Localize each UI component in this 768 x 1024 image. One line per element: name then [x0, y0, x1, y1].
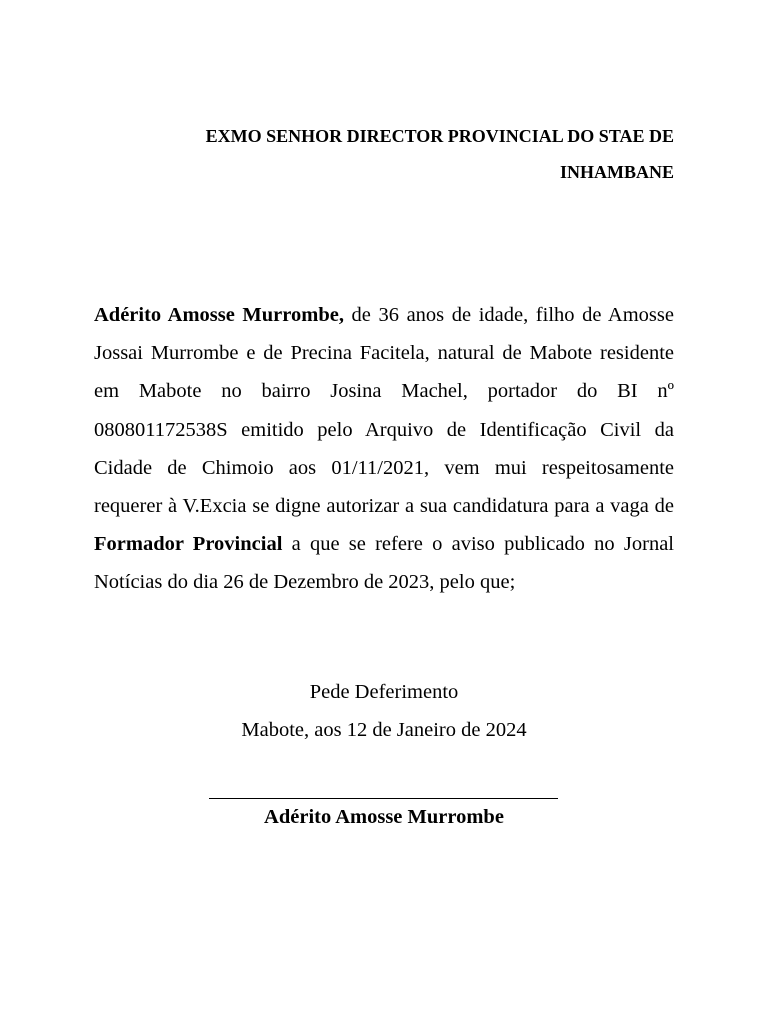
addressee-line-2: INHAMBANE [559, 162, 674, 182]
applicant-name: Adérito Amosse Murrombe, [94, 304, 344, 326]
request-text-part-1: de 36 anos de idade, filho de Amosse Jossai Murrombe e de Precina Facitela, natural de Mabote residente em Mabote no bairro Josina Machel, portador do BI nº 080801172538S emitido pelo Arquivo de Identificação Civil da Cidade de Chimoio aos 01/11/2021, vem mui respeitosamente requerer à V.Excia se digne autorizar a sua candidatura para a vaga de [94, 304, 674, 518]
signatory-name: Adérito Amosse Murrombe [264, 806, 504, 828]
signature-line [209, 798, 558, 799]
place-and-date: Mabote, aos 12 de Janeiro de 2024 [241, 719, 527, 741]
addressee-line-1: EXMO SENHOR DIRECTOR PROVINCIAL DO STAE DE [205, 126, 674, 146]
position-title: Formador Provincial [94, 533, 283, 556]
addressee-block [94, 118, 674, 190]
closing-phrase: Pede Deferimento [309, 681, 459, 703]
request-text-part-2: a que se refere o aviso publicado no Jornal Notícias do dia 26 de Dezembro de 2023, pelo que; [94, 533, 674, 594]
request-paragraph [94, 296, 674, 602]
